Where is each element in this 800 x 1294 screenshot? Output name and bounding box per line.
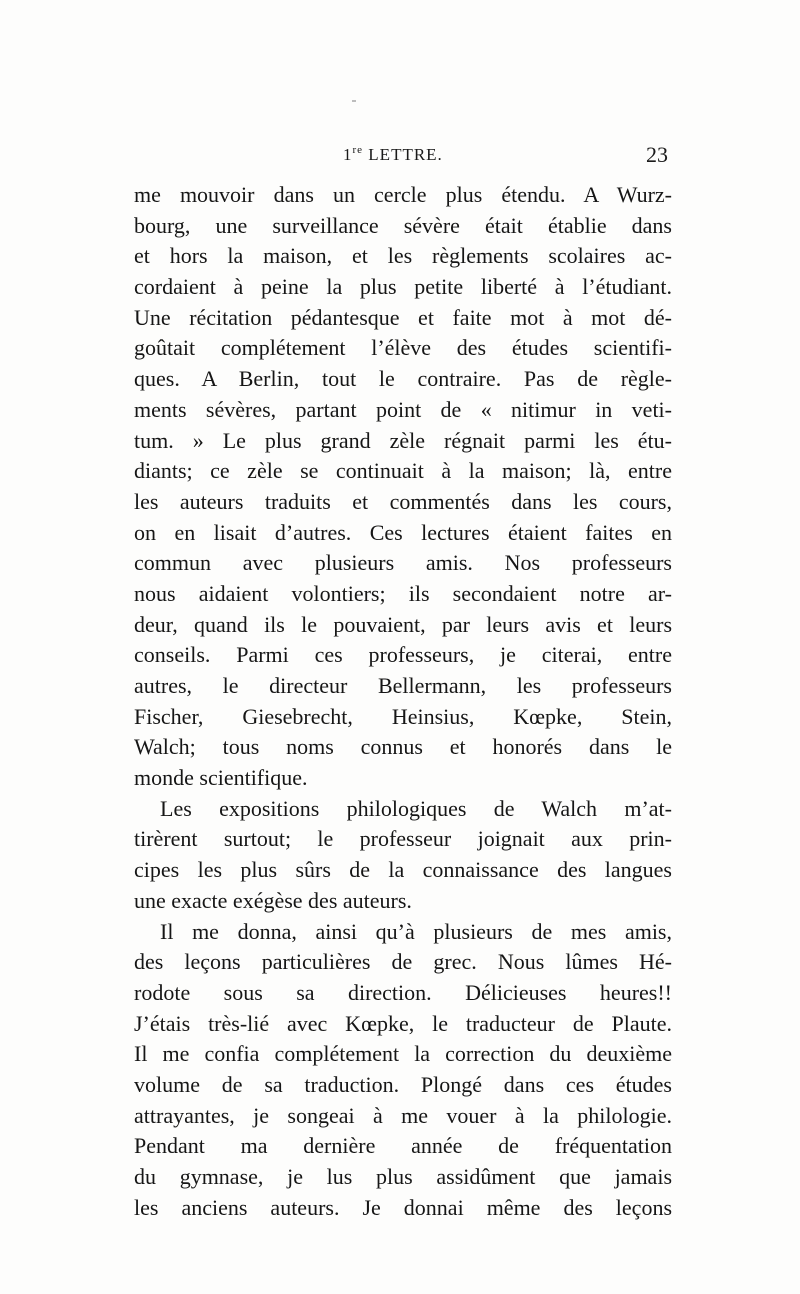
text-line: Il me confia complétement la correction du deuxième — [134, 1041, 672, 1067]
text-line: diants; ce zèle se continuait à la maison; là, entre — [134, 458, 672, 484]
page-number: 23 — [646, 142, 668, 167]
text-line: bourg, une surveillance sévère était établie dans — [134, 212, 672, 238]
text-line: ments sévères, partant point de « nitimur in veti- — [134, 396, 672, 422]
text-line: goûtait complétement l’élève des études scientifi- — [134, 335, 672, 361]
running-head-ordinal-sup: re — [352, 144, 364, 156]
text-line: tum. » Le plus grand zèle régnait parmi les étu- — [134, 427, 672, 453]
text-line: on en lisait d’autres. Ces lectures étaient faites en — [134, 519, 672, 545]
text-line: me mouvoir dans un cercle plus étendu. A Wurz- — [134, 182, 672, 207]
text-line: du gymnase, je lus plus assidûment que jamais — [134, 1164, 672, 1189]
text-line: monde scientifique. — [134, 765, 308, 791]
text-line: Fischer, Giesebrecht, Heinsius, Kœpke, Stein, — [134, 703, 672, 729]
text-line: des leçons particulières de grec. Nous lûmes Hé- — [134, 949, 672, 975]
text-line: Pendant ma dernière année de fréquentation — [134, 1133, 672, 1159]
text-line: cordaient à peine la plus petite liberté à l’étudiant. — [134, 274, 672, 300]
running-head — [343, 144, 443, 165]
text-line: nous aidaient volontiers; ils secondaient notre ar- — [134, 580, 672, 606]
text-line: J’étais très-lié avec Kœpke, le traducteur de Plaute. — [134, 1010, 672, 1036]
text-line: tirèrent surtout; le professeur joignait aux prin- — [134, 826, 672, 852]
text-line: Une récitation pédantesque et faite mot à mot dé- — [134, 304, 672, 330]
text-line: Walch; tous noms connus et honorés dans le — [134, 734, 672, 760]
page-header — [136, 140, 672, 170]
text-line: ques. A Berlin, tout le contraire. Pas de règle- — [134, 366, 672, 392]
text-line: et hors la maison, et les règlements scolaires ac- — [134, 243, 672, 269]
page-speck — [352, 100, 356, 102]
text-line: autres, le directeur Bellermann, les professeurs — [134, 673, 672, 698]
text-line: attrayantes, je songeai à me vouer à la philologie. — [134, 1102, 672, 1128]
text-line: les anciens auteurs. Je donnai même des leçons — [134, 1194, 672, 1220]
text-line: rodote sous sa direction. Délicieuses heures!! — [134, 979, 672, 1005]
text-line: conseils. Parmi ces professeurs, je citerai, entre — [134, 642, 672, 668]
text-line: Les expositions philologiques de Walch m’at- — [160, 795, 672, 821]
body-text — [134, 180, 672, 1223]
text-line: cipes les plus sûrs de la connaissance des langues — [134, 857, 672, 883]
text-line: volume de sa traduction. Plongé dans ces études — [134, 1071, 672, 1097]
text-line: deur, quand ils le pouvaient, par leurs avis et leurs — [134, 611, 672, 637]
text-line: les auteurs traduits et commentés dans les cours, — [134, 488, 672, 514]
running-head-ordinal: 1 — [343, 145, 353, 164]
text-line: commun avec plusieurs amis. Nos professeurs — [134, 550, 672, 576]
running-head-title: LETTRE. — [368, 145, 443, 164]
text-line: Il me donna, ainsi qu’à plusieurs de mes amis, — [160, 918, 672, 944]
text-line: une exacte exégèse des auteurs. — [134, 887, 412, 913]
